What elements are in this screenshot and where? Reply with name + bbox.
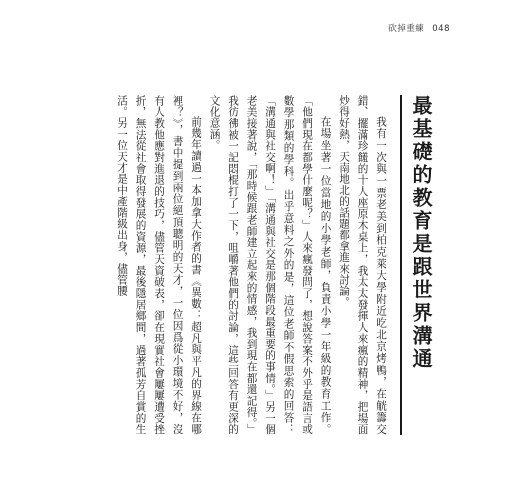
paragraph-1: 我有一次與一票老美到柏克萊大學附近吃北京烤鴨，在觥籌交錯、擺滿珍饈的十人座原木桌上，我太太發揮人來瘋的精神，把場面炒得好熱，天南地北的話題都拿進來討論。 (338, 95, 387, 435)
running-header (388, 22, 450, 34)
page-number: 048 (432, 24, 450, 34)
paragraph-2: 在場坐著一位當地的小學老師，負責小學一年級的教育工作。「他們現在都學什麼呢？」人來瘋發問了，想說答案不外乎是語言或數學那類的學科。出乎意料之外的是，這位老師不假思索的回答：「溝通與社交啊！」「溝通與社交是那個階段最重要的事情。」另一個老美接著說，「那時候跟老師建立起來的情感，我到現在都還記得。」我彷彿被一記悶棍打了一下，咀嚼著他們的討論，這些回答有更深的文化意涵。 (208, 95, 332, 435)
paragraph-3: 前幾年讀過一本加拿大作者的書《異數：超凡與平凡的界線在哪裡？》，書中提到兩位絕頂聰明的天才，一位因爲從小環境不好，沒有人教他應對進退的技巧，儘管天資破表，卻在現實社會屢屢遭受挫折，無法從社會取得發展的資源，最後隱居鄉間，過著孤芳自賞的生活。另一位天才是中產階級出身，儘管腰 (116, 95, 202, 435)
chapter-title: 最基礎的教育是跟世界溝通 (400, 95, 434, 435)
book-title: 砍掉重練 (388, 24, 425, 34)
page-body (113, 95, 435, 435)
